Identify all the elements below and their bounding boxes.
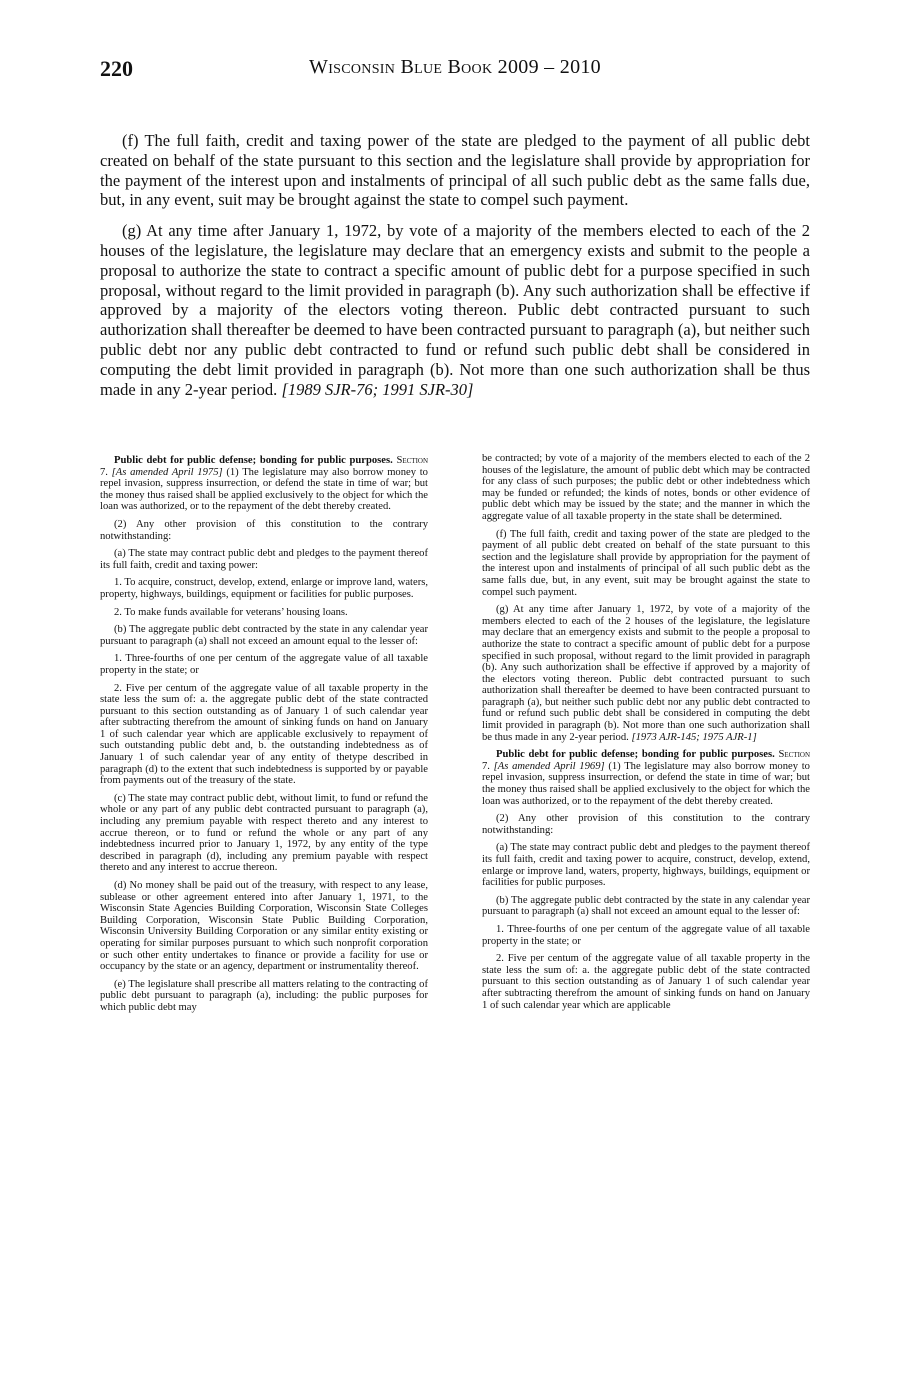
subsection-1: (1) The legislature may also borrow money to repel invasion, suppress insurrection, or defend the state in time of war; but the money thus raised shall be applied exclusively to the object for which the loan was authorized, or to the repayment of the debt thereby created. <box>100 466 428 513</box>
subsection-2: (2) Any other provision of this constitution to the contrary notwithstanding: <box>100 518 428 542</box>
paragraph-c: (c) The state may contract public debt, without limit, to fund or refund the whole or any part of any public debt contracted pursuant to paragraph (a), including any premium payable with respect thereto and any interest to accrue thereon, or to fund or refund the whole or any part of any indebtedness incurred prior to January 1, 1972, by any entity of the type described in paragraph (d), including any premium payable with respect thereto and any interest to accrue thereon. <box>100 792 428 874</box>
section-label-1969: Section <box>778 749 811 761</box>
page-number: 220 <box>100 56 133 81</box>
paragraph-f-text: (f) The full faith, credit and taxing power of the state are pledged to the payment of all public debt created on behalf of the state pursuant to this section and the legislature shall provide by appropriation for the payment of the interest upon and instalments of principal of all such public debt as the same falls due, but, in any event, suit may be brought against the state to compel such payment. <box>100 131 810 210</box>
amendment-note-1969: [As amended April 1969] <box>493 760 605 772</box>
section-heading: Public debt for public defense; bonding for public purposes. <box>114 455 393 466</box>
running-head: Wisconsin Blue Book 2009 – 2010 <box>309 56 601 78</box>
section-number-1969: 7. <box>482 760 490 772</box>
paragraph-b-1: 1. Three-fourths of one per centum of the aggregate value of all taxable property in the state; or <box>100 653 428 676</box>
right-column <box>482 453 810 1017</box>
large-print-block <box>100 131 810 410</box>
paragraph-b-1-1969: 1. Three-fourths of one per centum of the aggregate value of all taxable property in the state; or <box>482 923 810 947</box>
paragraph-e-continued: be contracted; by vote of a majority of the members elected to each of the 2 houses of the legislature, the amount of public debt which may be contracted for any class of such purposes; the public debt or other indebtedness which may be funded or refunded; the kinds of notes, bonds or other evidence of public debt which may be issued by the state; and the manner in which the aggregate value of all taxable property in the state shall be determined. <box>482 453 810 522</box>
paragraph-a-1969: (a) The state may contract public debt and pledges to the payment thereof its full faith, credit and taxing power to acquire, construct, develop, extend, enlarge or improve land, waters, property, highways, buildings, equipment or facilities for public purposes. <box>482 842 810 889</box>
paragraph-g-small-text: (g) At any time after January 1, 1972, by vote of a majority of the members elected to each of the 2 houses of the legislature, the legislature may declare that an emergency exists and submit to the people a proposal to authorize the state to contract a specific amount of public debt for a purpose specified in such proposal, without regard to the limit provided in paragraph (b). Any such authorization shall be effective if approved by a majority of the electors voting thereon. Public debt contracted pursuant to such authorization shall thereafter be deemed to have been contracted pursuant to paragraph (a), but neither such public debt nor any public debt contracted to fund or refund such public debt shall be considered in computing the debt limit provided in paragraph (b). Not more than one such authorization shall be thus made in any 2-year period. <box>482 604 810 743</box>
paragraph-a: (a) The state may contract public debt and pledges to the payment thereof its full faith, credit and taxing power: <box>100 548 428 571</box>
section-heading-1969: Public debt for public defense; bonding for public purposes. <box>496 749 775 761</box>
section-number: 7. <box>100 466 108 478</box>
paragraph-b-2-1969: 2. Five per centum of the aggregate value of all taxable property in the state less the sum of: a. the aggregate public debt of the state contracted pursuant to this section outstanding as of January 1 of such calendar year after subtracting therefrom the amount of sinking funds on hand on January 1 of such calendar year which are applicable <box>482 953 810 1011</box>
section-7-1969-heading-paragraph <box>482 749 810 807</box>
section-label: Section <box>396 455 429 466</box>
paragraph-e: (e) The legislature shall prescribe all matters relating to the contracting of public debt pursuant to paragraph (a), including: the public purposes for which public debt may <box>100 978 428 1013</box>
paragraph-b-1969: (b) The aggregate public debt contracted by the state in any calendar year pursuant to paragraph (a) shall not exceed an amount equal to the lesser of: <box>482 894 810 918</box>
paragraph-g <box>100 221 810 399</box>
paragraph-b-2: 2. Five per centum of the aggregate value of all taxable property in the state less the sum of: a. the aggregate public debt of the state contracted pursuant to this section outstanding as of January 1 of such calendar year after subtracting therefrom the amount of sinking funds on hand on January 1 of such calendar year which are applicable exclusively to repayment of such outstanding public debt and, b. the outstanding indebtedness as of January 1 of such calendar year of any entity of thetype described in paragraph (d) to the extent that such indebtedness is supported by or payable from payments out of the treasury of the state. <box>100 682 428 787</box>
paragraph-a-1: 1. To acquire, construct, develop, extend, enlarge or improve land, waters, property, highways, buildings, equipment or facilities for public purposes. <box>100 577 428 600</box>
paragraph-g-citation: [1989 SJR-76; 1991 SJR-30] <box>281 379 474 399</box>
paragraph-g-text: (g) At any time after January 1, 1972, by vote of a majority of the members elected to each of the 2 houses of the legislature, the legislature may declare that an emergency exists and submit to the people a proposal to authorize the state to contract a specific amount of public debt for a purpose specified in such proposal, without regard to the limit provided in paragraph (b). Any such authorization shall be effective if approved by a majority of the electors voting thereon. Public debt contracted pursuant to such authorization shall thereafter be deemed to have been contracted pursuant to paragraph (a), but neither such public debt nor any public debt contracted to fund or refund such public debt shall be considered in computing the debt limit provided in paragraph (b). Not more than one such authorization shall be thus made in any 2-year period. <box>100 221 810 399</box>
subsection-2-1969: (2) Any other provision of this constitution to the contrary notwithstanding: <box>482 813 810 836</box>
paragraph-f <box>100 131 810 210</box>
amendment-note: [As amended April 1975] <box>111 466 223 478</box>
section-7-heading-paragraph <box>100 455 428 513</box>
paragraph-g-small <box>482 604 810 743</box>
paragraph-a-2: 2. To make funds available for veterans’ housing loans. <box>114 606 348 618</box>
paragraph-b: (b) The aggregate public debt contracted by the state in any calendar year pursuant to paragraph (a) shall not exceed an amount equal to the lesser of: <box>100 624 428 647</box>
paragraph-d: (d) No money shall be paid out of the treasury, with respect to any lease, sublease or other agreement entered into after January 1, 1971, to the Wisconsin State Agencies Building Corporation, Wisconsin State Colleges Building Corporation, Wisconsin State Public Building Corporation, Wisconsin University Building Corporation or any similar entity existing or operating for similar purposes pursuant to which such nonprofit corporation or such other entity undertakes to finance or provide a facility for use or occupancy by the state or an agency, department or instrumentality thereof. <box>100 880 428 973</box>
left-column <box>100 455 428 1020</box>
two-column-body <box>100 455 810 1295</box>
paragraph-g-small-citation: [1973 AJR-145; 1975 AJR-1] <box>631 731 757 743</box>
paragraph-f-small: (f) The full faith, credit and taxing power of the state are pledged to the payment of all public debt created on behalf of the state pursuant to this section and the legislature shall provide by appropriation for the payment of the interest upon and instalments of principal of all such public debt as the same falls due, but, in any event, suit may be brought against the state to compel such payment. <box>482 528 810 598</box>
page-header <box>100 56 810 84</box>
subsection-1-1969: (1) The legislature may also borrow money to repel invasion, suppress insurrection, or defend the state in time of war; but the money thus raised shall be applied exclusively to the object for which the loan was authorized, or to the repayment of the debt thereby created. <box>482 760 810 807</box>
